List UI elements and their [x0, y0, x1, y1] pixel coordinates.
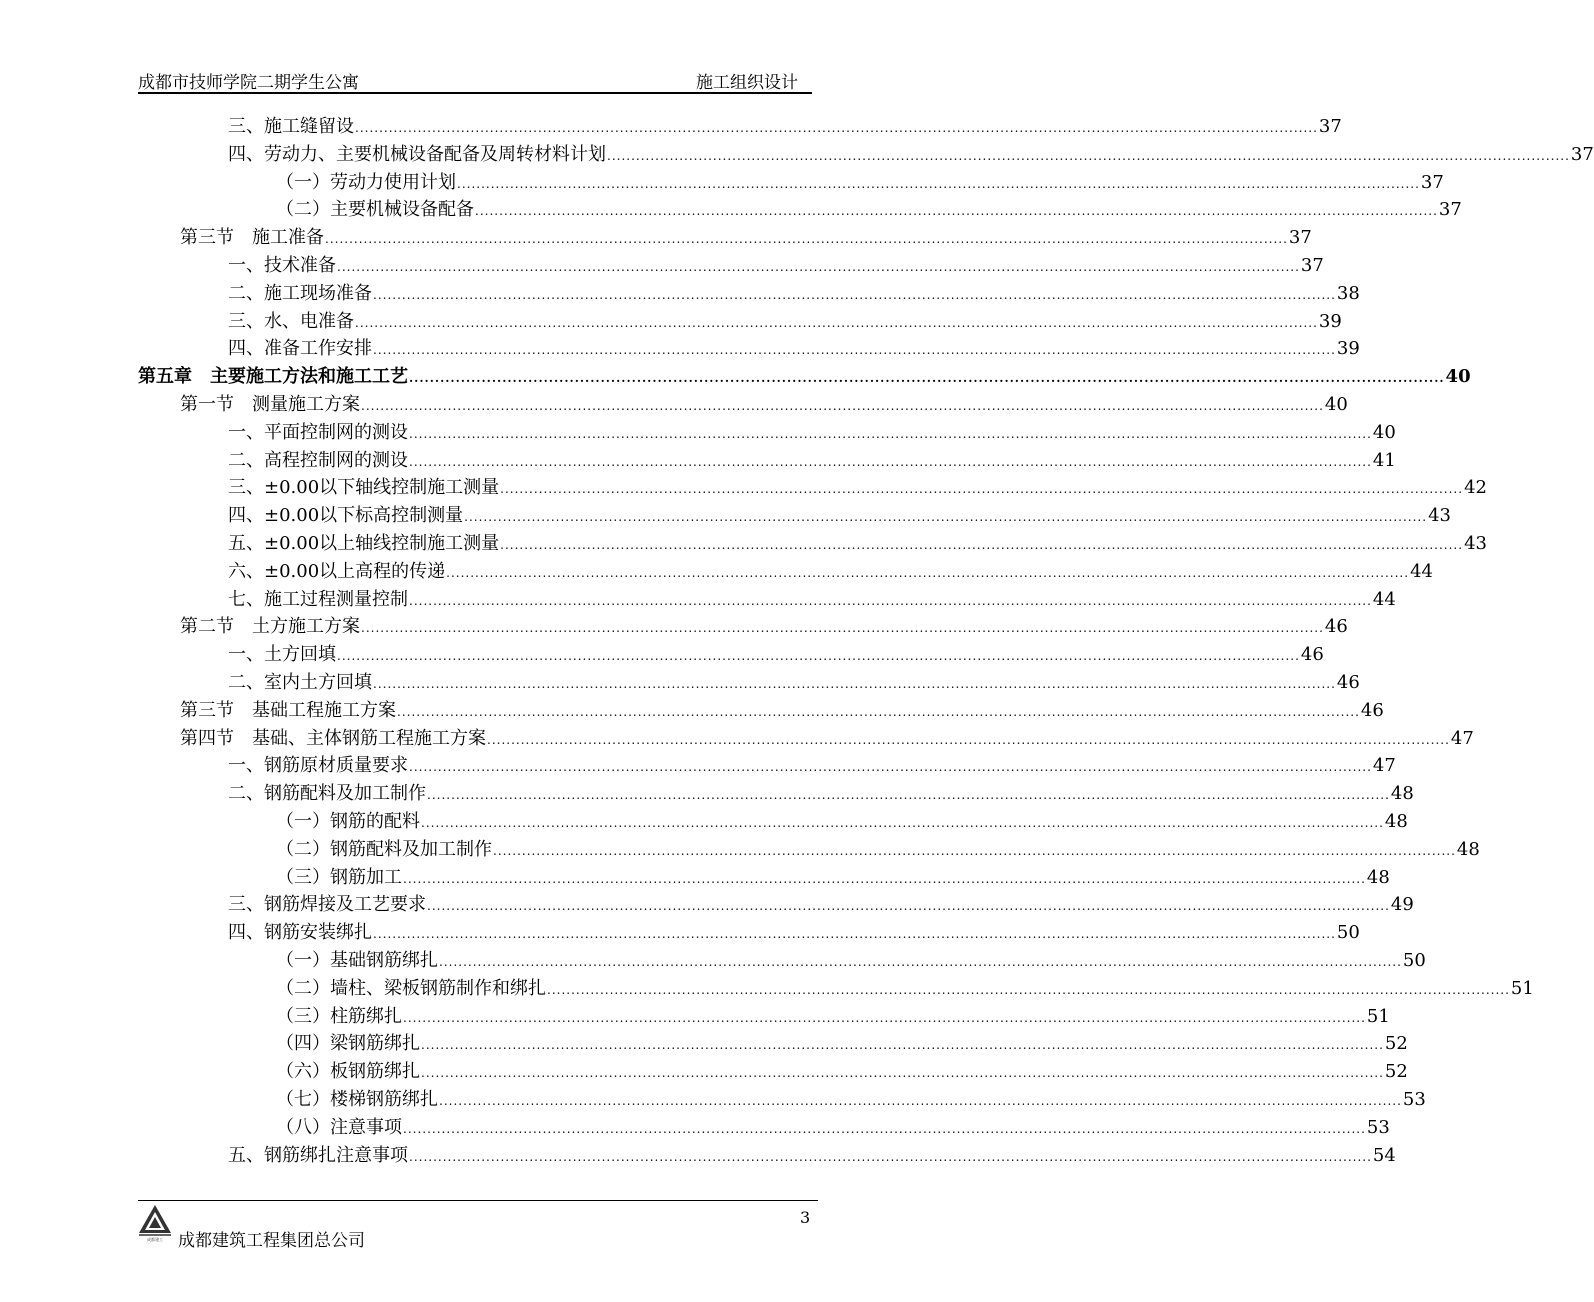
toc-leader-dots: ........................................................................................................................................................................................................ — [373, 343, 1336, 358]
toc-entry-label: 第五章 主要施工方法和施工工艺 — [138, 366, 408, 388]
toc-entry-label: （二）主要机械设备配备 — [276, 199, 474, 221]
toc-leader-dots: ........................................................................................................................................................................................................ — [547, 982, 1510, 997]
page-number: 3 — [800, 1208, 811, 1227]
toc-entry-page: 52 — [1384, 1033, 1408, 1055]
toc-entry-label: 三、水、电准备 — [228, 310, 354, 332]
toc-entry-page: 41 — [1372, 449, 1396, 471]
toc-entry — [228, 1139, 1396, 1167]
toc-leader-dots: ........................................................................................................................................................................................................ — [337, 260, 1300, 274]
toc-leader-dots: ........................................................................................................................................................................................................ — [337, 649, 1300, 664]
toc-entry — [180, 221, 1312, 249]
toc-entry-page: 50 — [1402, 950, 1426, 971]
toc-entry-label: 第四节 基础、主体钢筋工程施工方案 — [180, 727, 486, 749]
toc-entry-page: 37 — [1318, 116, 1342, 137]
toc-entry-label: 四、准备工作安排 — [228, 338, 372, 360]
toc-entry-page: 49 — [1390, 894, 1414, 916]
toc-entry — [180, 388, 1348, 416]
toc-leader-dots: ........................................................................................................................................................................................................ — [427, 788, 1390, 803]
toc-leader-dots: ........................................................................................................................................................................................................ — [439, 1094, 1402, 1108]
toc-entry-page: 51 — [1366, 1005, 1390, 1027]
toc-entry-label: （四）梁钢筋绑扎 — [276, 1033, 420, 1055]
toc-leader-dots: ........................................................................................................................................................................................................ — [439, 955, 1402, 969]
toc-entry-page: 37 — [1438, 199, 1462, 221]
footer-company-name: 成都建筑工程集团总公司 — [178, 1231, 365, 1251]
toc-leader-dots: ........................................................................................................................................................................................................ — [355, 315, 1318, 330]
toc-entry-page: 40 — [1445, 366, 1471, 388]
toc-entry-label: （八）注意事项 — [276, 1116, 402, 1138]
toc-leader-dots: ........................................................................................................................................................................................................ — [373, 927, 1336, 942]
toc-entry — [228, 888, 1414, 916]
toc-entry-page: 37 — [1300, 255, 1324, 276]
toc-entry-label: （一）钢筋的配料 — [276, 811, 420, 832]
toc-entry — [276, 972, 1534, 1000]
toc-leader-dots: ........................................................................................................................................................................................................ — [487, 732, 1450, 747]
toc-entry — [228, 471, 1487, 499]
toc-entry — [276, 1027, 1408, 1055]
toc-entry-label: 一、土方回填 — [228, 644, 336, 666]
toc-entry-page: 46 — [1336, 672, 1360, 693]
toc-entry — [228, 277, 1360, 305]
toc-entry — [228, 583, 1396, 611]
toc-entry-page: 37 — [1420, 171, 1444, 193]
toc-entry-page: 48 — [1390, 783, 1414, 805]
toc-entry-label: 第一节 测量施工方案 — [180, 394, 360, 415]
toc-entry-page: 54 — [1372, 1144, 1396, 1166]
toc-entry-label: （六）板钢筋绑扎 — [276, 1061, 420, 1083]
toc-entry-label: （三）钢筋加工 — [276, 866, 402, 888]
toc-entry — [228, 444, 1396, 472]
toc-entry — [276, 1000, 1390, 1028]
toc-entry-page: 46 — [1300, 644, 1324, 666]
toc-entry — [228, 499, 1451, 527]
toc-entry — [228, 555, 1433, 583]
toc-entry-page: 52 — [1384, 1061, 1408, 1083]
toc-entry-label: 三、钢筋焊接及工艺要求 — [228, 894, 426, 916]
footer-divider — [138, 1200, 818, 1201]
toc-leader-dots: ........................................................................................................................................................................................................ — [457, 176, 1420, 191]
toc-entry-label: （一）劳动力使用计划 — [276, 171, 456, 193]
toc-entry-page: 44 — [1372, 588, 1396, 610]
toc-entry — [276, 805, 1408, 833]
toc-entry — [180, 610, 1348, 638]
toc-entry-label: 四、劳动力、主要机械设备配备及周转材料计划 — [228, 143, 606, 165]
header-doc-type: 施工组织设计 — [696, 73, 798, 93]
toc-entry — [228, 305, 1342, 333]
toc-entry-label: 第二节 土方施工方案 — [180, 616, 360, 638]
toc-entry-label: （七）楼梯钢筋绑扎 — [276, 1089, 438, 1110]
toc-entry-label: 七、施工过程测量控制 — [228, 588, 408, 610]
toc-entry-label: 二、施工现场准备 — [228, 282, 372, 304]
toc-entry-label: 一、平面控制网的测设 — [228, 421, 408, 443]
toc-entry-label: （二）墙柱、梁板钢筋制作和绑扎 — [276, 977, 546, 999]
toc-entry — [180, 722, 1474, 750]
page-header — [138, 62, 812, 94]
toc-entry-page: 39 — [1318, 310, 1342, 332]
toc-entry-page: 47 — [1450, 727, 1474, 749]
toc-entry-page: 48 — [1456, 838, 1480, 860]
toc-leader-dots: ........................................................................................................................................................................................................ — [421, 816, 1384, 830]
toc-leader-dots: ........................................................................................................................................................................................................ — [361, 399, 1324, 413]
toc-leader-dots: ........................................................................................................................................................................................................ — [409, 454, 1372, 469]
toc-entry — [228, 916, 1360, 944]
toc-entry — [228, 749, 1396, 777]
toc-leader-dots: ........................................................................................................................................................................................................ — [409, 371, 1445, 386]
toc-leader-dots: ........................................................................................................................................................................................................ — [409, 426, 1372, 441]
toc-entry — [228, 138, 1594, 166]
toc-entry-page: 38 — [1336, 282, 1360, 304]
toc-entry-label: 第三节 基础工程施工方案 — [180, 699, 396, 721]
toc-leader-dots: ........................................................................................................................................................................................................ — [500, 482, 1464, 497]
toc-entry-page: 47 — [1372, 755, 1396, 777]
toc-leader-dots: ........................................................................................................................................................................................................ — [421, 1038, 1384, 1053]
toc-entry-label: 六、±0.00以上高程的传递 — [228, 560, 446, 582]
toc-entry-page: 46 — [1324, 616, 1348, 638]
toc-entry — [276, 861, 1390, 889]
toc-leader-dots: ........................................................................................................................................................................................................ — [403, 871, 1366, 886]
toc-leader-dots: ........................................................................................................................................................................................................ — [397, 704, 1360, 719]
toc-entry-label: 一、技术准备 — [228, 255, 336, 276]
toc-leader-dots: ........................................................................................................................................................................................................ — [409, 760, 1372, 775]
toc-entry-page: 51 — [1510, 977, 1534, 999]
toc-entry-page: 53 — [1402, 1089, 1426, 1110]
toc-entry-page: 40 — [1324, 394, 1348, 415]
toc-leader-dots: ........................................................................................................................................................................................................ — [409, 593, 1372, 608]
toc-entry-page: 48 — [1366, 866, 1390, 888]
toc-entry-page: 42 — [1464, 477, 1487, 499]
toc-leader-dots: ........................................................................................................................................................................................................ — [325, 232, 1288, 247]
toc-entry-label: 三、±0.00以下轴线控制施工测量 — [228, 477, 500, 499]
toc-entry — [228, 666, 1360, 694]
toc-entry — [228, 777, 1414, 805]
toc-entry-label: 二、钢筋配料及加工制作 — [228, 783, 426, 805]
toc-entry-label: （三）柱筋绑扎 — [276, 1005, 402, 1027]
toc-leader-dots: ........................................................................................................................................................................................................ — [403, 1010, 1366, 1025]
toc-entry — [276, 1083, 1426, 1111]
toc-entry — [276, 166, 1444, 194]
toc-leader-dots: ........................................................................................................................................................................................................ — [373, 677, 1336, 691]
toc-entry — [228, 416, 1396, 444]
toc-leader-dots: ........................................................................................................................................................................................................ — [607, 148, 1570, 163]
toc-entry — [228, 332, 1360, 360]
toc-entry-page: 37 — [1570, 143, 1594, 165]
toc-entry-label: （一）基础钢筋绑扎 — [276, 950, 438, 971]
logo-caption: 成都建工 — [147, 1237, 163, 1242]
toc-entry-page: 43 — [1464, 533, 1487, 554]
toc-entry — [228, 249, 1324, 277]
toc-leader-dots: ........................................................................................................................................................................................................ — [421, 1066, 1384, 1081]
toc-leader-dots: ........................................................................................................................................................................................................ — [373, 287, 1336, 302]
toc-leader-dots: ........................................................................................................................................................................................................ — [464, 510, 1428, 525]
toc-leader-dots: ........................................................................................................................................................................................................ — [409, 1149, 1372, 1164]
toc-leader-dots: ........................................................................................................................................................................................................ — [475, 204, 1438, 219]
toc-entry-page: 46 — [1360, 699, 1384, 721]
toc-entry-label: 三、施工缝留设 — [228, 116, 354, 137]
toc-entry — [276, 833, 1480, 861]
toc-entry-page: 44 — [1410, 560, 1433, 582]
toc-entry — [276, 193, 1462, 221]
toc-entry-label: 二、室内土方回填 — [228, 672, 372, 693]
toc-entry-page: 53 — [1366, 1116, 1390, 1138]
toc-entry — [228, 110, 1342, 138]
toc-entry-page: 37 — [1288, 227, 1312, 249]
toc-entry-label: 五、±0.00以上轴线控制施工测量 — [228, 533, 500, 554]
toc-leader-dots: ........................................................................................................................................................................................................ — [500, 538, 1464, 552]
toc-entry-label: 五、钢筋绑扎注意事项 — [228, 1144, 408, 1166]
toc-entry — [276, 944, 1426, 972]
toc-entry-label: 四、钢筋安装绑扎 — [228, 922, 372, 944]
toc-entry-page: 43 — [1428, 505, 1451, 527]
toc-leader-dots: ........................................................................................................................................................................................................ — [493, 843, 1456, 858]
toc-leader-dots: ........................................................................................................................................................................................................ — [355, 121, 1318, 135]
toc-entry — [228, 638, 1324, 666]
toc-entry-label: 四、±0.00以下标高控制测量 — [228, 505, 464, 527]
toc-entry — [228, 527, 1487, 555]
toc-entry-label: （二）钢筋配料及加工制作 — [276, 838, 492, 860]
header-project-title: 成都市技师学院二期学生公寓 — [138, 73, 359, 93]
company-logo-icon — [137, 1203, 173, 1243]
toc-entry-page: 39 — [1336, 338, 1360, 360]
toc-chapter-entry — [138, 360, 1471, 388]
toc-leader-dots: ........................................................................................................................................................................................................ — [403, 1121, 1366, 1136]
toc-leader-dots: ........................................................................................................................................................................................................ — [446, 565, 1410, 580]
toc-entry — [180, 694, 1384, 722]
toc-entry — [276, 1055, 1408, 1083]
toc-entry — [276, 1111, 1390, 1139]
toc-entry-label: 第三节 施工准备 — [180, 227, 324, 249]
toc-entry-page: 50 — [1336, 922, 1360, 944]
toc-entry-page: 48 — [1384, 811, 1408, 832]
toc-entry-page: 40 — [1372, 421, 1396, 443]
toc-leader-dots: ........................................................................................................................................................................................................ — [427, 899, 1390, 914]
toc-entry-label: 一、钢筋原材质量要求 — [228, 755, 408, 777]
toc-entry-label: 二、高程控制网的测设 — [228, 449, 408, 471]
toc-leader-dots: ........................................................................................................................................................................................................ — [361, 621, 1324, 636]
